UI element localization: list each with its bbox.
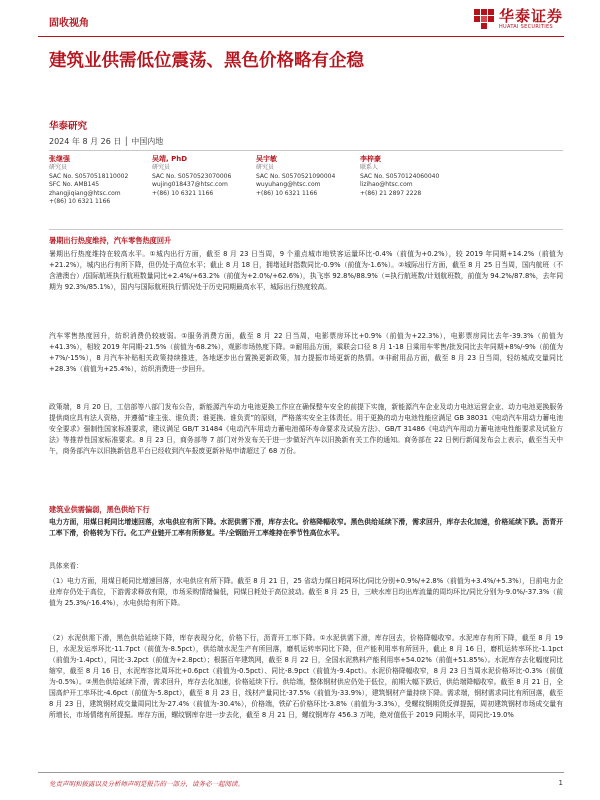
disclaimer-note: 免责声明和披露以及分析师声明是报告的一部分，请务必一起阅读。 [49, 780, 244, 788]
author-phone: +(86) 10 6321 1166 [256, 189, 318, 197]
author-phone: +(86) 10 6321 1166 [49, 198, 111, 205]
author-block [152, 155, 231, 198]
header-divider [38, 36, 564, 37]
body-paragraph: 政策端，8 月 20 日，工信部等八部门发布公告，新能源汽车动力电池更换工作应在确保整车安全的前提下实施，新能源汽车企业及动力电池运营企业、动力电池更换服务提供商应具有法人资格，并遵循“谁主张、谁负责；谁更换、谁负责”的原则，严格落实安全主体责任。用于更换的动力电池性能应满足 GB 38031《电动汽车用动力蓄电池安全要求》强制性国家标准要求，建议满足 GB/T 31484《电动汽车用动力蓄电池循环寿命要求及试验方法》、GB/T 31486《电动汽车用动力蓄电池电性能要求及试验方法》等推荐性国家标准要求。8 月 23 日，商务部等 7 部门对外发布关于进一步做好汽车以旧换新有关工作的通知。商务部在 22 日例行新闻发布会上表示，截至当天中午，商务部汽车以旧换新信息平台已经收到汽车报废更新补贴申请超过了 68 万份。 [49, 403, 563, 455]
author-block [360, 155, 439, 198]
author-role: 研究员 [152, 164, 171, 171]
author-phone: +(86) 10 6321 1166 [152, 189, 214, 197]
author-block [256, 155, 335, 198]
author-sac: SAC No. S0570124060040 [360, 172, 440, 180]
author-role: 研究员 [256, 164, 275, 171]
authors-top-divider [49, 150, 563, 151]
author-block [49, 155, 128, 207]
page-number: 1 [558, 779, 563, 787]
brand-logo-icon [473, 8, 495, 30]
author-sfc: SFC No. AMB145 [49, 181, 100, 188]
body-paragraph: 电力方面，用煤日耗同比增速回落，水电供应有所下降。水泥供需下滑，库存去化。价格降幅收窄。黑色供给延续下滑，需求回升，库存去化加速，价格延续下跌。沥青开工率下滑，价格转为下行。化工产业链开工率有所修复。半/全钢胎开工率维持在季节性高位水平。 [49, 518, 563, 537]
report-title: 建筑业供需低位震荡、黑色价格略有企稳 [49, 51, 364, 71]
author-sac: SAC No. S0570523070006 [152, 172, 232, 180]
brand-name-en: HUATAI SECURITIES [498, 24, 553, 30]
author-email[interactable]: zhangjiqiang@htsc.com [49, 189, 121, 197]
author-name: 吴靖, PhD [152, 155, 188, 163]
report-series: 华泰研究 [49, 121, 88, 132]
section-heading: 建筑业供需偏弱，黑色供给下行 [49, 505, 150, 514]
author-sac: SAC No. S0570518110002 [49, 172, 129, 180]
author-name: 李梓豪 [360, 155, 381, 163]
author-role: 联系人 [360, 164, 379, 171]
author-sac: SAC No. S0570521090004 [256, 172, 336, 180]
author-phone: +(86) 21 2897 2228 [360, 189, 422, 197]
report-category-label: 固收视角 [49, 18, 89, 29]
author-name: 吴宇敏 [256, 155, 277, 163]
author-email[interactable]: lizihao@htsc.com [360, 181, 413, 188]
body-paragraph: 具体来看： [49, 562, 83, 570]
body-paragraph: （2）水泥供需下滑，黑色供给延续下降，库存表现分化，价格下行，沥青开工率下降。①水泥供需下滑，库存回去，价格降幅收窄。水泥库存有所下降，截至 8 月 19 日，水泥发运率环比-11.7pct（前值为-8.5pct），供给端水泥生产有所回落，磨机运转率同比下降，但产能利用率有所回升，截止 8 月 16 日，磨机运转率环比-1.1pct（前值为-1.4pct），同比-3.2pct（前值为+2.8pct）；根据百年建筑网，截至 8 月 22 日，全国水泥熟料产能利用率+54.02%（前值+51.85%）。水泥库存去化幅度同比缩窄，截至 8 月 16 日，水泥库容比周环比+0.6pct（前值为-0.5pct）、同比-8.9pct（前值为-9.4pct）。水泥价格降幅收窄，8 月 23 日当周水泥价格环比-0.3%（前值为-0.5%）。②黑色供给延续下滑，需求回升，库存去化加速，价格延续下行。供给端，整体钢材供应仍处于低位，前期大幅下跌后，供给端降幅收窄。截至 8 月 21 日，全国高炉开工率环比-4.6pct（前值为-5.8pct），截至 8 月 23 日，线材产量同比-37.5%（前值为-33.9%），建筑钢材产量持续下降。需求端，钢材需求同比有所回落，截至 8 月 23 日，建筑钢材成交量周同比为-27.4%（前值为-30.4%），价格端，铁矿石价格环比-3.8%（前值为-3.3%），受螺纹钢期货反弹提振，周初建筑钢材市场成交量有所增长，市场情绪有所提振。库存方面，螺纹钢库存进一步去化，截至 8 月 21 日，螺纹钢库存 456.3 万吨，绝对值低于 2019 同期水平，周同比-19.0% [49, 634, 563, 719]
author-email[interactable]: wujing018437@htsc.com [152, 181, 228, 188]
authors-bottom-divider [49, 229, 563, 230]
author-email[interactable]: wuyuhang@htsc.com [256, 181, 321, 188]
author-name: 张继强 [49, 155, 70, 163]
body-paragraph: 暑期出行热度维持在较高水平。①城内出行方面，截至 8 月 23 日当周，9 个重点城市地铁客运量环比-0.4%（前值为+0.2%），较 2019 年同期+14.2%（前值为+21.2%），城内出行有所下降，但仍处于高位水平；截止 8 月 18 日，拥堵延时指数同比-0.9%（前值为-1.6%）。②城际出行方面，截至 8 月 25 日当周，国内航班（不含港澳台）/国际航班执行航班数量同比+2.4%/+63.2%（前值为+2.0%/+62.6%），执飞率 92.8%/88.9%（=执行航班数/计划航班数，前值为 94.2%/87.8%，去年同期为 92.3%/85.1%），国内与国际航班执行情况处于历史同期最高水平，城际出行热度较高。 [49, 250, 563, 291]
report-date: 2024 年 8 月 26 日 │ 中国内地 [49, 137, 164, 146]
body-paragraph: 汽车零售热度回升，纺织消费仍较疲弱。①服务消费方面，截至 8 月 22 日当周，电影票房环比+0.9%（前值为+22.3%），电影票房同比去年-39.3%（前值为+41.3%），相较 2019 年同期-21.5%（前值为-68.2%），观影市场热度下降。②耐用品方面，乘联会口径 8 月 1-18 日乘用车零售/批发同比去年同期+8%/-9%（前值为+7%/-15%），8 月汽车补贴相关政策持续推进，各地逐步出台置换更新政策，加力提振市场更新的热情。③非耐用品方面，截至 8 月 23 日当周，轻纺城成交量同比+28.3%（前值为+25.4%），纺织消费进一步回升。 [49, 332, 563, 373]
section-heading: 暑期出行热度维持，汽车零售热度回升 [49, 236, 172, 245]
body-paragraph: （1）电力方面，用煤日耗同比增速回落，水电供应有所下降。截至 8 月 21 日，25 省动力煤日耗同环比/同比分别+0.9%/+2.8%（前值为+3.4%/+5.3%），日前电力企业库存仍处于高位，下游需求释放有限，市场采购情绪偏低，同煤日耗处于高位波动。截至 8 月 25 日，三峡水库日均出库流量的周均环比/同比分别为-9.0%/-37.3%（前值为 25.3%/-16.4%），水电供给有所下降。 [49, 577, 563, 607]
author-role: 研究员 [49, 164, 68, 171]
brand-logo [473, 8, 563, 30]
brand-name: 华泰证券 [498, 7, 563, 25]
footer-divider [38, 772, 564, 773]
